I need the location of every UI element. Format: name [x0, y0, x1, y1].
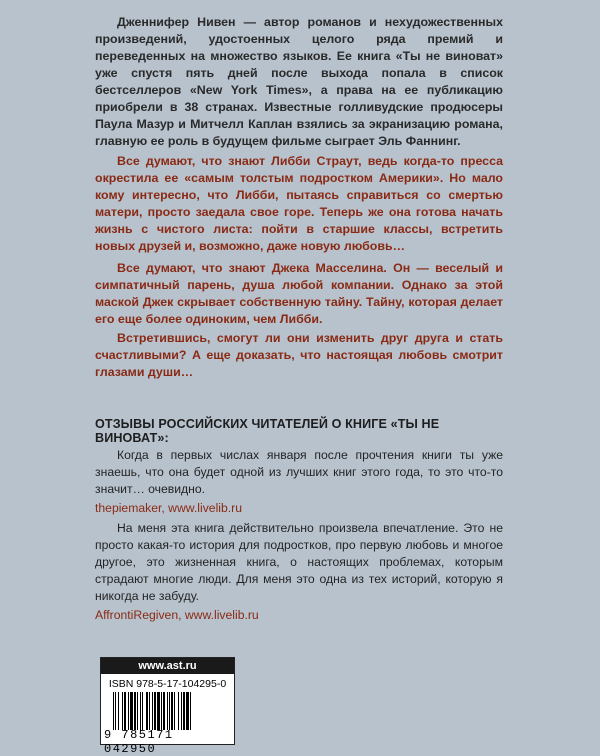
review-text: Когда в первых числах января после прочтения книги ты уже знаешь, что она будет одной из лучших книг этого года, то это что-то значит… очевидно. [95, 448, 503, 496]
review-source: AffrontiRegiven, www.livelib.ru [95, 608, 259, 622]
barcode-bar [128, 692, 129, 730]
barcode-bar [124, 692, 126, 730]
barcode-bar [167, 692, 168, 730]
publisher-website: www.ast.ru [101, 658, 234, 674]
barcode-bar [186, 692, 189, 730]
barcode-bar [163, 692, 165, 730]
barcode-bar [137, 692, 138, 730]
barcode-bar [140, 692, 141, 730]
reviews-title: ОТЗЫВЫ РОССИЙСКИХ ЧИТАТЕЛЕЙ О КНИГЕ «ТЫ НЕ ВИНОВАТ»: [95, 417, 440, 445]
barcode-bar [130, 692, 133, 730]
barcode-bar [169, 692, 170, 730]
barcode-bar [157, 692, 160, 730]
barcode-bar [154, 692, 156, 730]
review-item [95, 447, 503, 517]
barcode-bar [115, 692, 116, 730]
barcode-bar [113, 692, 114, 730]
barcode-bar [134, 692, 136, 730]
review-source: thepiemaker, www.livelib.ru [95, 501, 242, 515]
barcode-digits: 9 785171 042950 [104, 728, 174, 756]
annotation-paragraph-1: Все думают, что знают Либби Страут, ведь когда-то пресса окрестила ее «самым толстым подростком Америки». Но мало кому интересно, что Либби, пытаясь справиться со смертью матери, просто заедала свое горе. Теперь же она готова начать жизнь с чистого листа: пойти в старшие классы, встретить новых друзей и, возможно, даже новую любовь… [95, 154, 503, 253]
barcode-bar [122, 692, 123, 730]
isbn-label: ISBN 978-5-17-104295-0 [108, 678, 227, 690]
barcode-bar [146, 692, 148, 730]
barcode-block [100, 657, 235, 756]
barcode-bar [181, 692, 182, 730]
barcode-bar [174, 692, 175, 730]
barcode-bar [149, 692, 150, 730]
author-bio: Дженнифер Нивен — автор романов и нехудожественных произведений, удостоенных целого ряда премий и переведенных на множество языков. Ее книга «Ты не виноват» уже спустя пять дней после выхода попала в список бестселлеров «New York Times», а права на ее публикацию приобрели в 38 странах. Известные голливудские продюсеры Паула Мазур и Митчелл Каплан взялись за экранизацию романа, главную ее роль в будущем фильме сыграет Эль Фаннинг. [95, 15, 503, 148]
barcode-bar [142, 692, 143, 730]
barcode-bar [183, 692, 185, 730]
barcode-bars [113, 692, 225, 730]
barcode-bar [161, 692, 162, 730]
barcode-bar [178, 692, 179, 730]
barcode-bar [152, 692, 153, 730]
barcode-bar [118, 692, 119, 730]
barcode-bar [190, 692, 191, 730]
annotation-paragraph-3: Встретившись, смогут ли они изменить друг друга и стать счастливыми? А еще доказать, что настоящая любовь смотрит глазами души… [95, 331, 503, 379]
review-item [95, 520, 503, 624]
review-text: На меня эта книга действительно произвела впечатление. Это не просто какая-то история для подростков, про первую любовь и многое другое, это жизненная книга, о настоящих проблемах, которым страдают многие люди. Для меня это одна из тех историй, которую я никогда не забуду. [95, 521, 503, 603]
barcode-bar [171, 692, 173, 730]
annotation-paragraph-2: Все думают, что знают Джека Масселина. Он — веселый и симпатичный парень, душа любой компании. Однако за этой маской Джек скрывает собственную тайну. Тайну, которая делает его еще более одиноким, чем Либби. [95, 261, 503, 326]
